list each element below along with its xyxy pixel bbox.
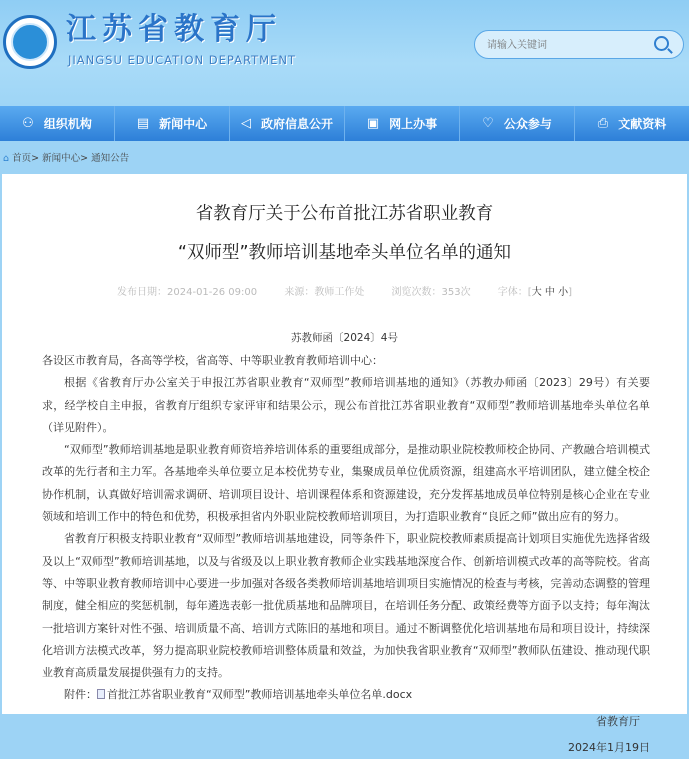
search-input[interactable] <box>487 36 647 54</box>
article-body <box>42 350 650 759</box>
signer: 省教育厅 <box>596 714 640 728</box>
speaker-icon: ◁ <box>240 115 251 131</box>
nav-label: 公众参与 <box>503 116 552 131</box>
site-logo[interactable] <box>3 15 57 69</box>
view-count: 浏览次数：353次 <box>391 287 471 298</box>
nav-label: 网上办事 <box>389 116 438 131</box>
site-header <box>0 0 689 106</box>
font-medium-button[interactable]: 中 <box>544 287 555 298</box>
publish-date: 发布日期：2024-01-26 09:00 <box>117 287 258 298</box>
breadcrumb-notices[interactable]: 通知公告 <box>91 153 130 164</box>
font-size-selector <box>498 287 572 298</box>
attachment-label: 附件： <box>64 688 97 702</box>
paragraph: “双师型”教师培训基地是职业教育师资培养培训体系的重要组成部分，是推动职业院校教师校企协同、产教融合培训模式改革的先行者和主力军。各基地牵头单位要立足本校优势专业，集聚成员单位优质资源，组建高水平培训团队，建立健全校企协作机制，认真做好培训需求调研、培训项目设计、培训课程体系和资源建设，充分发挥基地成员单位特别是核心企业在专业领域和培训工作中的特色和优势，积极承担省内外职业院校教师培训项目，为打造职业教育“良匠之师”做出应有的努力。 <box>42 443 650 524</box>
paragraph: 省教育厅积极支持职业教育“双师型”教师培训基地建设，同等条件下，职业院校教师素质提高计划项目实施优先选择省级及以上“双师型”教师培训基地，以及与省级及以上职业教育教师企业实践基地深度合作、创新培训模式改革的高等院校。省高等、中等职业教育教师培训中心要进一步加强对各级各类教师培训基地培训项目实施情况的检查与考核，完善动态调整的管理制度，健全相应的奖惩机制，每年遴选表彰一批优质基地和品牌项目，在培训任务分配、政策经费等方面予以支持；每年淘汰一批培训方案针对性不强、培训质量不高、培训方式陈旧的基地和项目。通过不断调整优化培训基地布局和项目设计，持续深化培训方法模式改革，努力提高职业院校教师培训整体质量和效益，为加快我省职业教育“双师型”教师队伍建设、推动现代职业教育高质量发展提供强有力的支持。 <box>42 532 650 680</box>
attachment <box>42 684 650 706</box>
salutation: 各设区市教育局，各高等学校，省高等、中等职业教育教师培训中心： <box>42 354 383 367</box>
nav-item-public[interactable] <box>460 106 575 141</box>
nav-item-gov-info[interactable] <box>230 106 345 141</box>
article-panel <box>2 174 687 755</box>
article-title-line1: 省教育厅关于公布首批江苏省职业教育 <box>195 204 494 224</box>
nav-item-news[interactable] <box>115 106 230 141</box>
font-size-label: 字体：[ <box>497 287 532 298</box>
breadcrumb: ⌂ 首页> 新闻中心> 通知公告 <box>3 153 130 164</box>
file-icon <box>97 689 105 699</box>
site-title[interactable]: 江苏省教育厅 <box>66 12 282 47</box>
breadcrumb-news[interactable]: 新闻中心 <box>42 153 81 164</box>
site-subtitle: JIANGSU EDUCATION DEPARTMENT <box>68 53 296 67</box>
nav-label: 组织机构 <box>43 116 92 131</box>
printer-icon: ⎙ <box>597 115 609 131</box>
breadcrumb-home[interactable]: 首页 <box>12 153 32 164</box>
article-meta <box>2 286 687 300</box>
font-small-button[interactable]: 小 <box>558 287 569 298</box>
main-nav <box>0 106 689 141</box>
font-size-bracket: ] <box>568 287 572 298</box>
source: 来源：教师工作处 <box>284 287 365 298</box>
article-title-line2: “双师型”教师培训基地牵头单位名单的通知 <box>177 243 512 263</box>
document-number: 苏教师函〔2024〕4号 <box>291 332 398 344</box>
search-box <box>474 30 684 59</box>
search-icon[interactable] <box>654 36 669 51</box>
nav-label: 文献资料 <box>618 116 667 131</box>
paragraph: 根据《省教育厅办公室关于申报江苏省职业教育“双师型”教师培训基地的通知》（苏教办师函〔2023〕29号）有关要求，经学校自主申报，省教育厅组织专家评审和结果公示，现公布首批江苏省职业教育“双师型”教师培训基地牵头单位名单（详见附件）。 <box>42 376 650 434</box>
nav-item-online-service[interactable] <box>345 106 460 141</box>
org-chart-icon: ⚇ <box>22 115 34 131</box>
sign-date: 2024年1月19日 <box>568 741 650 755</box>
monitor-icon: ▣ <box>366 115 380 131</box>
attachment-link[interactable]: 首批江苏省职业教育“双师型”教师培训基地牵头单位名单.docx <box>107 688 413 702</box>
nav-label: 新闻中心 <box>159 116 208 131</box>
heart-icon: ♡ <box>482 115 494 131</box>
nav-item-docs[interactable] <box>575 106 689 141</box>
font-large-button[interactable]: 大 <box>531 287 542 298</box>
nav-label: 政府信息公开 <box>260 116 333 131</box>
document-icon: ▤ <box>136 115 150 131</box>
home-icon: ⌂ <box>3 153 10 164</box>
nav-item-org[interactable] <box>0 106 115 141</box>
logo-emblem-icon <box>11 23 49 61</box>
